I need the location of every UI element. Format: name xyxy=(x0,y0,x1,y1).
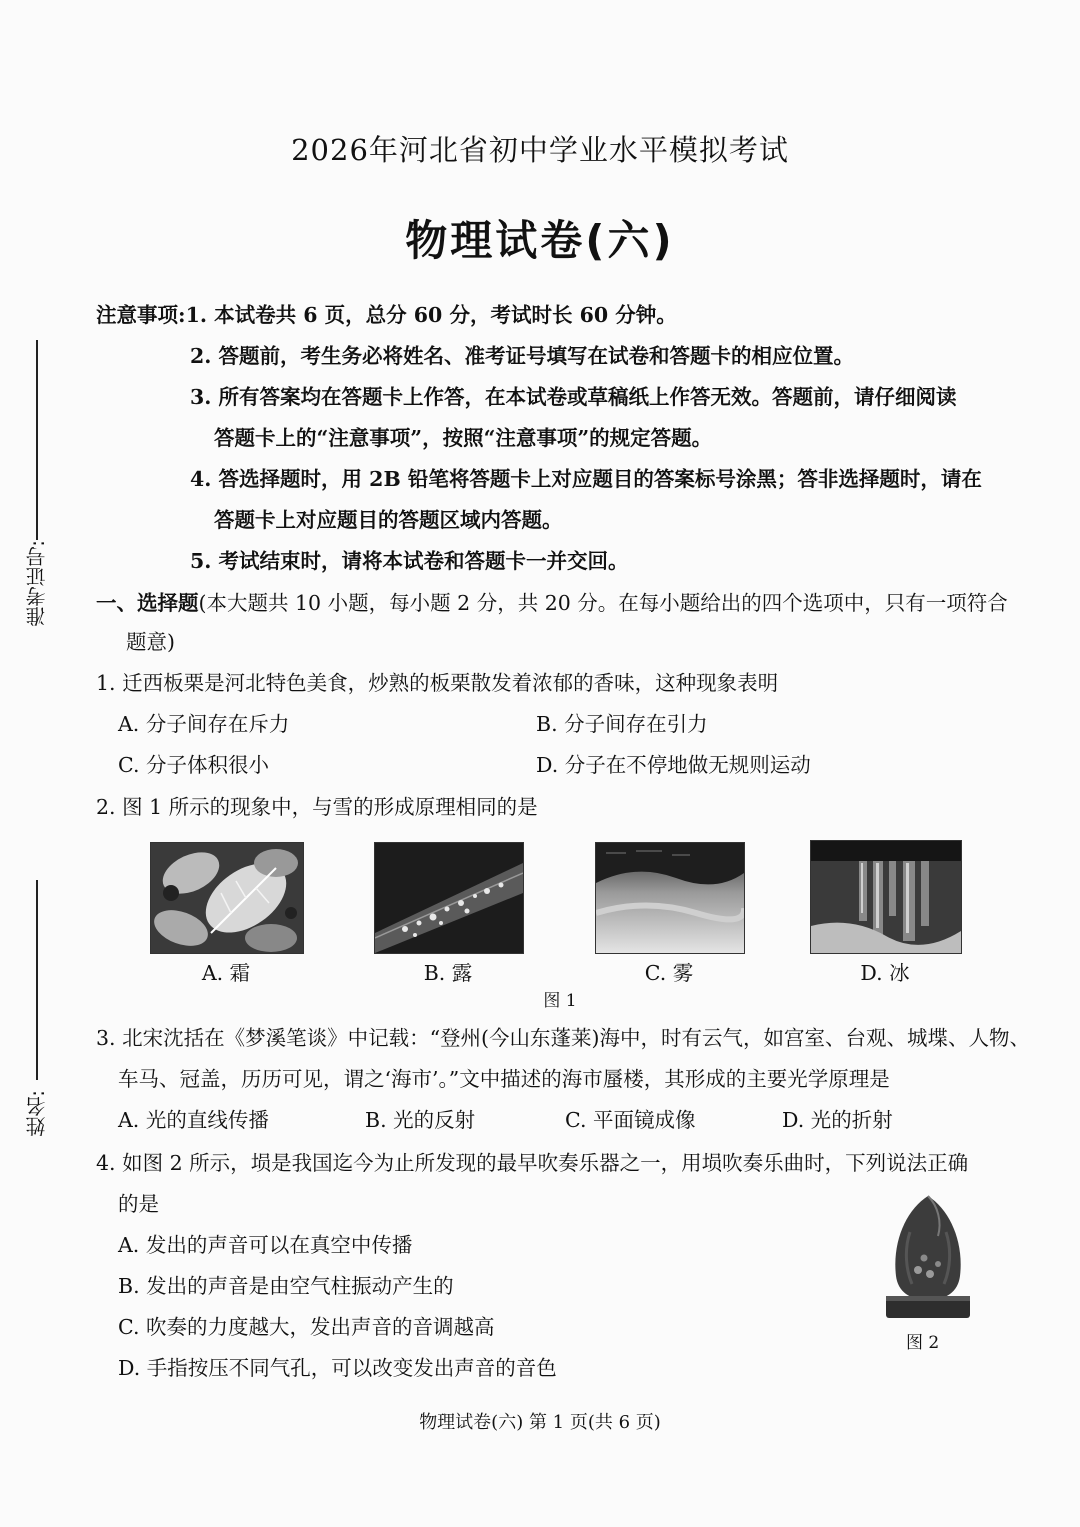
section-desc: (本大题共 10 小题，每小题 2 分，共 20 分。在每小题给出的四个选项中，只有一项符合 xyxy=(198,591,1008,615)
q2-caption-b: B. 露 xyxy=(423,961,473,985)
notice-item: 答题卡上的“注意事项”，按照“注意事项”的规定答题。 xyxy=(214,426,713,450)
notice-item: 3. 所有答案均在答题卡上作答，在本试卷或草稿纸上作答无效。答题前，请仔细阅读 xyxy=(190,385,957,409)
margin-line-exam-id xyxy=(36,340,38,540)
page-footer: 物理试卷(六) 第 1 页(共 6 页) xyxy=(419,1412,661,1433)
dew-photo xyxy=(374,842,524,954)
section-heading xyxy=(96,588,1008,618)
notice-item: 2. 答题前，考生务必将姓名、准考证号填写在试卷和答题卡的相应位置。 xyxy=(190,344,855,368)
notice-item: 1. 本试卷共 6 页，总分 60 分，考试时长 60 分钟。 xyxy=(185,303,677,327)
figure-2-label: 图 2 xyxy=(906,1333,940,1353)
section-desc-cont: 题意) xyxy=(126,630,175,654)
q4-option-b: B. 发出的声音是由空气柱振动产生的 xyxy=(118,1274,454,1298)
question-3-stem-cont: 车马、冠盖，历历可见，谓之‘海市’。”文中描述的海市蜃楼，其形成的主要光学原理是 xyxy=(118,1067,890,1091)
q1-option-b: B. 分子间存在引力 xyxy=(536,712,708,736)
question-4-stem-cont: 的是 xyxy=(118,1192,159,1216)
question-1-stem: 1. 迁西板栗是河北特色美食，炒熟的板栗散发着浓郁的香味，这种现象表明 xyxy=(96,671,779,695)
question-3-stem: 3. 北宋沈括在《梦溪笔谈》中记载：“登州(今山东蓬莱)海中，时有云气，如宫室、台观、城堞、人物、 xyxy=(96,1026,1031,1050)
q4-option-a: A. 发出的声音可以在真空中传播 xyxy=(118,1233,413,1257)
ice-photo xyxy=(810,840,962,954)
q4-option-c: C. 吹奏的力度越大，发出声音的音调越高 xyxy=(118,1315,495,1339)
notice-item: 答题卡上对应题目的答题区域内答题。 xyxy=(214,508,563,532)
exam-id-label: 准考证号: xyxy=(25,540,49,627)
frost-photo xyxy=(150,842,304,954)
exam-subtitle: 2026年河北省初中学业水平模拟考试 xyxy=(291,133,789,167)
q2-caption-a: A. 霜 xyxy=(201,961,251,985)
notice-block xyxy=(96,300,677,330)
notice-item: 4. 答选择题时，用 2B 铅笔将答题卡上对应题目的答案标号涂黑；答非选择题时，请在 xyxy=(190,467,982,491)
q3-option-b: B. 光的反射 xyxy=(365,1108,476,1132)
q1-option-d: D. 分子在不停地做无规则运动 xyxy=(536,753,811,777)
q1-option-c: C. 分子体积很小 xyxy=(118,753,269,777)
paper-title: 物理试卷(六) xyxy=(405,216,675,265)
q3-option-c: C. 平面镜成像 xyxy=(565,1108,696,1132)
q3-option-a: A. 光的直线传播 xyxy=(118,1108,269,1132)
fog-photo xyxy=(595,842,745,954)
name-label: 姓名: xyxy=(25,1090,49,1137)
q3-option-d: D. 光的折射 xyxy=(782,1108,893,1132)
figure-1-label: 图 1 xyxy=(543,991,577,1011)
margin-line-name xyxy=(36,880,38,1080)
notice-label: 注意事项: xyxy=(96,303,186,327)
section-title: 一、选择题 xyxy=(96,591,199,615)
xun-instrument-photo xyxy=(880,1192,976,1322)
question-2-stem: 2. 图 1 所示的现象中，与雪的形成原理相同的是 xyxy=(96,795,538,819)
q1-option-a: A. 分子间存在斥力 xyxy=(118,712,290,736)
q2-caption-c: C. 雾 xyxy=(644,961,694,985)
q4-option-d: D. 手指按压不同气孔，可以改变发出声音的音色 xyxy=(118,1356,557,1380)
question-4-stem: 4. 如图 2 所示，埙是我国迄今为止所发现的最早吹奏乐器之一，用埙吹奏乐曲时，下列说法正确 xyxy=(96,1151,969,1175)
notice-item: 5. 考试结束时，请将本试卷和答题卡一并交回。 xyxy=(190,549,629,573)
q2-caption-d: D. 冰 xyxy=(860,961,910,985)
